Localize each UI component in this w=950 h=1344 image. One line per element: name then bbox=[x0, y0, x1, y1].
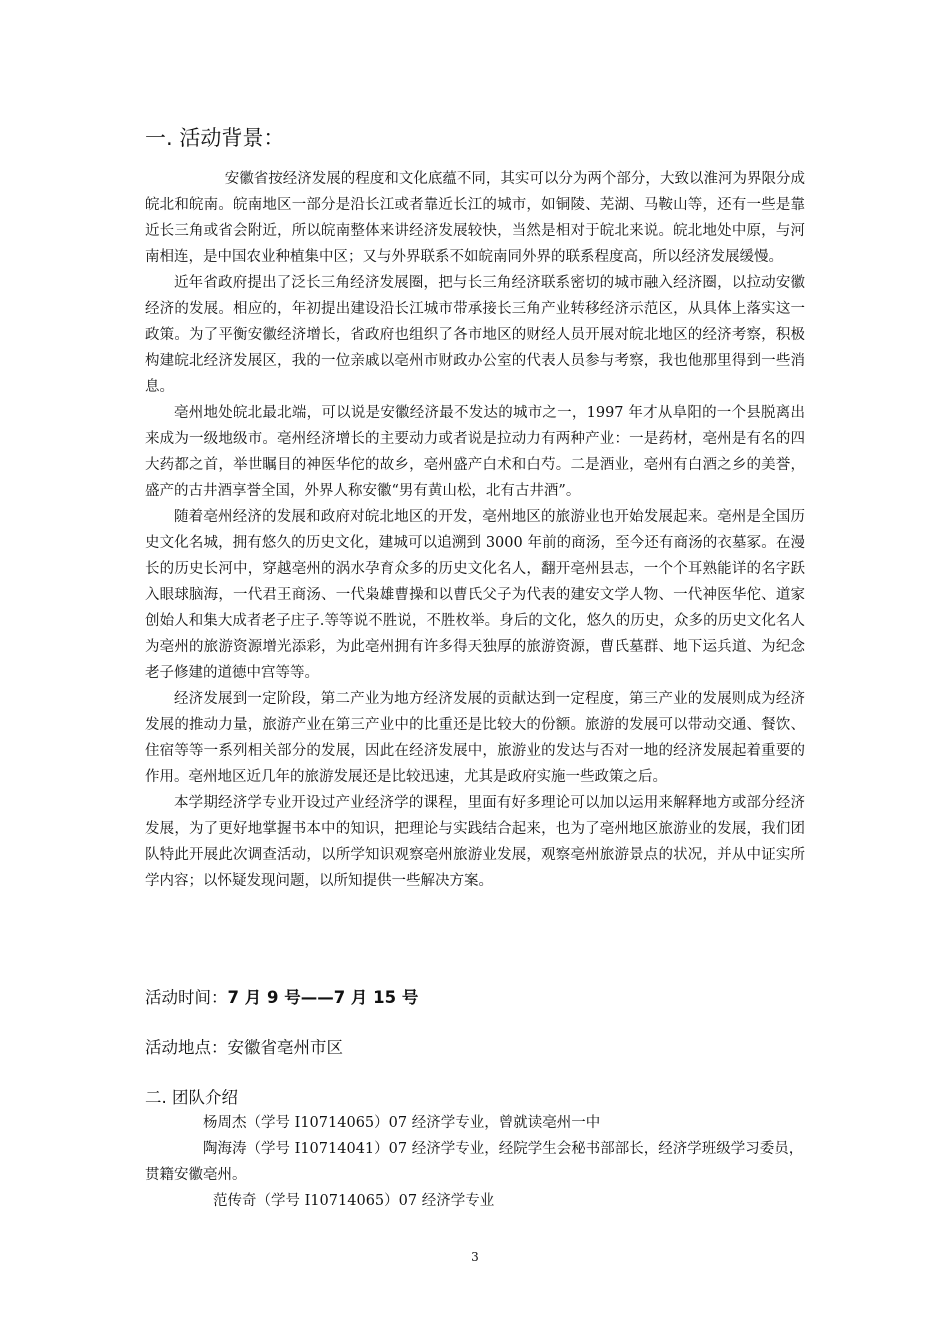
paragraph: 安徽省按经济发展的程度和文化底蕴不同，其实可以分为两个部分，大致以淮河为界限分成皖北和皖南。皖南地区一部分是沿长江或者靠近长江的城市，如铜陵、芜湖、马鞍山等，还有一些是靠近长三角或省会附近，所以皖南整体来讲经济发展较快，当然是相对于皖北来说。皖北地处中原，与河南相连，是中国农业种植集中区；又与外界联系不如皖南同外界的联系程度高，所以经济发展缓慢。 bbox=[145, 171, 805, 265]
activity-time-label: 活动时间： bbox=[145, 988, 228, 1007]
paragraph: 随着亳州经济的发展和政府对皖北地区的开发，亳州地区的旅游业也开始发展起来。亳州是全国历史文化名城，拥有悠久的历史文化，建城可以追溯到 3000 年前的商汤，至今还有商汤的衣墓冢。在漫长的历史长河中，穿越亳州的涡水孕育众多的历史文化名人，翻开亳州县志，一个个耳熟能详的名字跃入眼球脑海，一代君王商汤、一代枭雄曹操和以曹氏父子为代表的建安文学人物、一代神医华佗、道家创始人和集大成者老子庄子.等等说不胜说，不胜枚举。身后的文化，悠久的历史，众多的历史文化名人为亳州的旅游资源增光添彩，为此亳州拥有许多得天独厚的旅游资源，曹氏墓群、地下运兵道、为纪念老子修建的道德中宫等等。 bbox=[145, 509, 805, 681]
paragraph: 经济发展到一定阶段，第二产业为地方经济发展的贡献达到一定程度，第三产业的发展则成为经济发展的推动力量，旅游产业在第三产业中的比重还是比较大的份额。旅游的发展可以带动交通、餐饮、住宿等等一系列相关部分的发展，因此在经济发展中，旅游业的发达与否对一地的经济发展起着重要的作用。亳州地区近几年的旅游发展还是比较迅速，尤其是政府实施一些政策之后。 bbox=[145, 691, 805, 785]
team-member: 范传奇（学号 I10714065）07 经济学专业 bbox=[213, 1193, 495, 1209]
activity-place bbox=[145, 1036, 343, 1060]
background-body bbox=[145, 166, 805, 894]
section-heading-team: 二. 团队介绍 bbox=[145, 1088, 238, 1107]
team-list bbox=[145, 1110, 805, 1214]
activity-time-value: 7 月 9 号——7 月 15 号 bbox=[227, 988, 419, 1007]
paragraph: 近年省政府提出了泛长三角经济发展圈，把与长三角经济联系密切的城市融入经济圈，以拉动安徽经济的发展。相应的，年初提出建设沿长江城市带承接长三角产业转移经济示范区，从具体上落实这一政策。为了平衡安徽经济增长，省政府也组织了各市地区的财经人员开展对皖北地区的经济考察，积极构建皖北经济发展区，我的一位亲戚以亳州市财政办公室的代表人员参与考察，我也他那里得到一些消息。 bbox=[145, 275, 805, 395]
activity-time bbox=[145, 986, 418, 1010]
activity-place-value: 安徽省亳州市区 bbox=[227, 1038, 343, 1057]
section-heading-background: 一. 活动背景： bbox=[145, 126, 285, 150]
page-number: 3 bbox=[471, 1250, 479, 1264]
team-member: 陶海涛（学号 I10714041）07 经济学专业，经院学生会秘书部部长，经济学班级学习委员，贯籍安徽亳州。 bbox=[145, 1141, 804, 1183]
paragraph: 本学期经济学专业开设过产业经济学的课程，里面有好多理论可以加以运用来解释地方或部分经济发展，为了更好地掌握书本中的知识，把理论与实践结合起来，也为了亳州地区旅游业的发展，我们团队特此开展此次调查活动，以所学知识观察亳州旅游业发展，观察亳州旅游景点的状况，并从中证实所学内容；以怀疑发现问题，以所知提供一些解决方案。 bbox=[145, 795, 805, 889]
team-member: 杨周杰（学号 I10714065）07 经济学专业，曾就读亳州一中 bbox=[203, 1115, 601, 1131]
activity-place-label: 活动地点： bbox=[145, 1038, 228, 1057]
paragraph: 亳州地处皖北最北端，可以说是安徽经济最不发达的城市之一，1997 年才从阜阳的一个县脱离出来成为一级地级市。亳州经济增长的主要动力或者说是拉动力有两种产业：一是药材，亳州是有名的四大药都之首，举世瞩目的神医华佗的故乡，亳州盛产白术和白芍。二是酒业，亳州有白酒之乡的美誉，盛产的古井酒享誉全国，外界人称安徽“男有黄山松，北有古井酒”。 bbox=[145, 405, 805, 499]
